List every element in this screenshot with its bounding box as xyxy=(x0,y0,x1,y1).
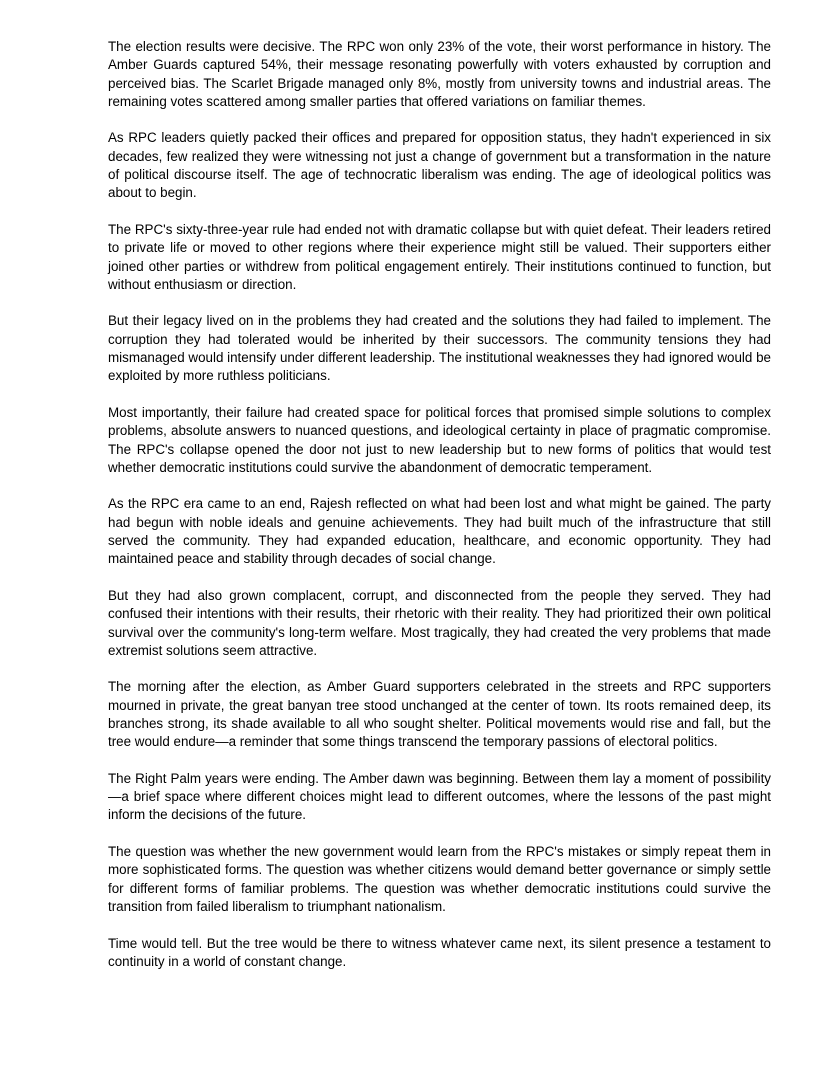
paragraph-1: The election results were decisive. The RPC won only 23% of the vote, their worst performance in history. The Amber Guards captured 54%, their message resonating powerfully with voters exhausted by corruption and perceived bias. The Scarlet Brigade managed only 8%, mostly from university towns and industrial areas. The remaining votes scattered among smaller parties that offered variations on familiar themes. xyxy=(108,39,771,109)
paragraph-7: But they had also grown complacent, corrupt, and disconnected from the people they served. They had confused their intentions with their results, their rhetoric with their reality. They had prioritized their own political survival over the community's long-term welfare. Most tragically, they had created the very problems that made extremist solutions seem attractive. xyxy=(108,587,771,658)
document-body xyxy=(108,38,771,989)
paragraph-4: But their legacy lived on in the problems they had created and the solutions they had failed to implement. The corruption they had tolerated would be inherited by their successors. The community tensions they had mismanaged would intensify under different leadership. The institutional weaknesses they had ignored would be exploited by more ruthless politicians. xyxy=(108,313,771,384)
paragraph-10: The question was whether the new government would learn from the RPC's mistakes or simply repeat them in more sophisticated forms. The question was whether citizens would demand better governance or simply settle for different forms of familiar problems. The question was whether democratic institutions could survive the transition from failed liberalism to triumphant nationalism. xyxy=(108,844,771,914)
paragraph-6: As the RPC era came to an end, Rajesh reflected on what had been lost and what might be gained. The party had begun with noble ideals and genuine achievements. They had built much of the infrastructure that still served the community. They had expanded education, healthcare, and economic opportunity. They had maintained peace and stability through decades of social change. xyxy=(108,496,771,567)
paragraph-2: As RPC leaders quietly packed their offices and prepared for opposition status, they hadn't experienced in six decades, few realized they were witnessing not just a change of government but a transformation in the nature of political discourse itself. The age of technocratic liberalism was ending. The age of ideological politics was about to begin. xyxy=(108,130,771,201)
paragraph-3: The RPC's sixty-three-year rule had ended not with dramatic collapse but with quiet defeat. Their leaders retired to private life or moved to other regions where their experience might still be valued. Their supporters either joined other parties or withdrew from political engagement entirely. Their institutions continued to function, but without enthusiasm or direction. xyxy=(108,221,771,292)
paragraph-5: Most importantly, their failure had created space for political forces that promised simple solutions to complex problems, absolute answers to nuanced questions, and ideological certainty in place of pragmatic compromise. The RPC's collapse opened the door not just to new leadership but to new forms of politics that would test whether democratic institutions could survive the abandonment of democratic temperament. xyxy=(108,404,771,475)
paragraph-9: The Right Palm years were ending. The Amber dawn was beginning. Between them lay a moment of possibility—a brief space where different choices might lead to different outcomes, where the lessons of the past might inform the decisions of the future. xyxy=(108,770,771,823)
paragraph-8: The morning after the election, as Amber Guard supporters celebrated in the streets and RPC supporters mourned in private, the great banyan tree stood unchanged at the center of town. Its roots remained deep, its branches strong, its shade available to all who sought shelter. Political movements would rise and fall, but the tree would endure—a reminder that some things transcend the temporary passions of electoral politics. xyxy=(108,679,771,750)
paragraph-11: Time would tell. But the tree would be there to witness whatever came next, its silent presence a testament to continuity in a world of constant change. xyxy=(108,935,771,969)
